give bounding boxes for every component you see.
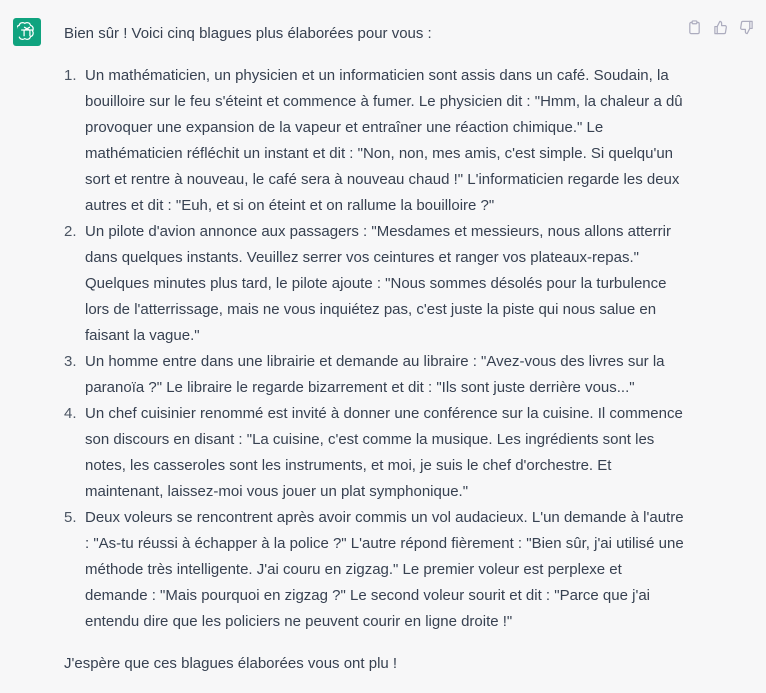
list-item-text: Deux voleurs se rencontrent après avoir commis un vol audacieux. L'un demande à l'autre : "As-tu réussi à échapper à la police ?" L'autre répond fièrement : "Bien sûr, j'ai utilisé une méthode très intelligente. J'ai couru en zigzag." Le premier voleur est perplexe et demande : "Mais pourquoi en zigzag ?" Le second voleur sourit et dit : "Parce que j'ai entendu dire que les policiers ne peuvent courir en ligne droite !" (85, 509, 684, 630)
thumbs-up-icon (713, 20, 728, 40)
jokes-list (64, 63, 684, 635)
copy-button[interactable] (686, 22, 702, 38)
list-item-number: 5. (64, 509, 77, 526)
clipboard-icon (687, 20, 702, 40)
list-item (64, 63, 684, 219)
thumbs-down-icon (739, 20, 754, 40)
list-item (64, 505, 684, 635)
openai-logo-icon (17, 20, 37, 45)
list-item-number: 1. (64, 67, 77, 84)
list-item-text: Un mathématicien, un physicien et un informaticien sont assis dans un café. Soudain, la bouilloire sur le feu s'éteint et commence à fumer. Le physicien dit : "Hmm, la chaleur a dû provoquer une expansion de la vapeur et entraîner une réaction chimique." Le mathématicien réfléchit un instant et dit : "Non, non, mes amis, c'est simple. Si quelqu'un sort et rentre à nouveau, le café sera à nouveau chaud !" L'informaticien regarde les deux autres et dit : "Euh, et si on éteint et on rallume la bouilloire ?" (85, 67, 683, 214)
message-actions (686, 22, 754, 38)
list-item-number: 4. (64, 405, 77, 422)
assistant-avatar (13, 18, 41, 46)
list-item (64, 349, 684, 401)
list-item (64, 219, 684, 349)
list-item-number: 3. (64, 353, 77, 370)
message-content (64, 21, 684, 677)
list-item (64, 401, 684, 505)
thumbs-up-button[interactable] (712, 22, 728, 38)
list-item-text: Un chef cuisinier renommé est invité à donner une conférence sur la cuisine. Il commence son discours en disant : "La cuisine, c'est comme la musique. Les ingrédients sont les notes, les casseroles sont les instruments, et moi, je suis le chef d'orchestre. Et maintenant, laissez-moi vous jouer un plat symphonique." (85, 405, 683, 500)
list-item-text: Un pilote d'avion annonce aux passagers : "Mesdames et messieurs, nous allons atterrir dans quelques instants. Veuillez serrer vos ceintures et ranger vos plateaux-repas." Quelques minutes plus tard, le pilote ajoute : "Nous sommes désolés pour la turbulence lors de l'atterrissage, mais ne vous inquiétez pas, c'est juste la piste qui nous salue en faisant la vague." (85, 223, 671, 344)
thumbs-down-button[interactable] (738, 22, 754, 38)
list-item-number: 2. (64, 223, 77, 240)
message-outro: J'espère que ces blagues élaborées vous ont plu ! (64, 655, 398, 672)
message-intro: Bien sûr ! Voici cinq blagues plus élaborées pour vous : (64, 25, 432, 42)
list-item-text: Un homme entre dans une librairie et demande au libraire : "Avez-vous des livres sur la paranoïa ?" Le libraire le regarde bizarrement et dit : "Ils sont juste derrière vous..." (85, 353, 665, 396)
